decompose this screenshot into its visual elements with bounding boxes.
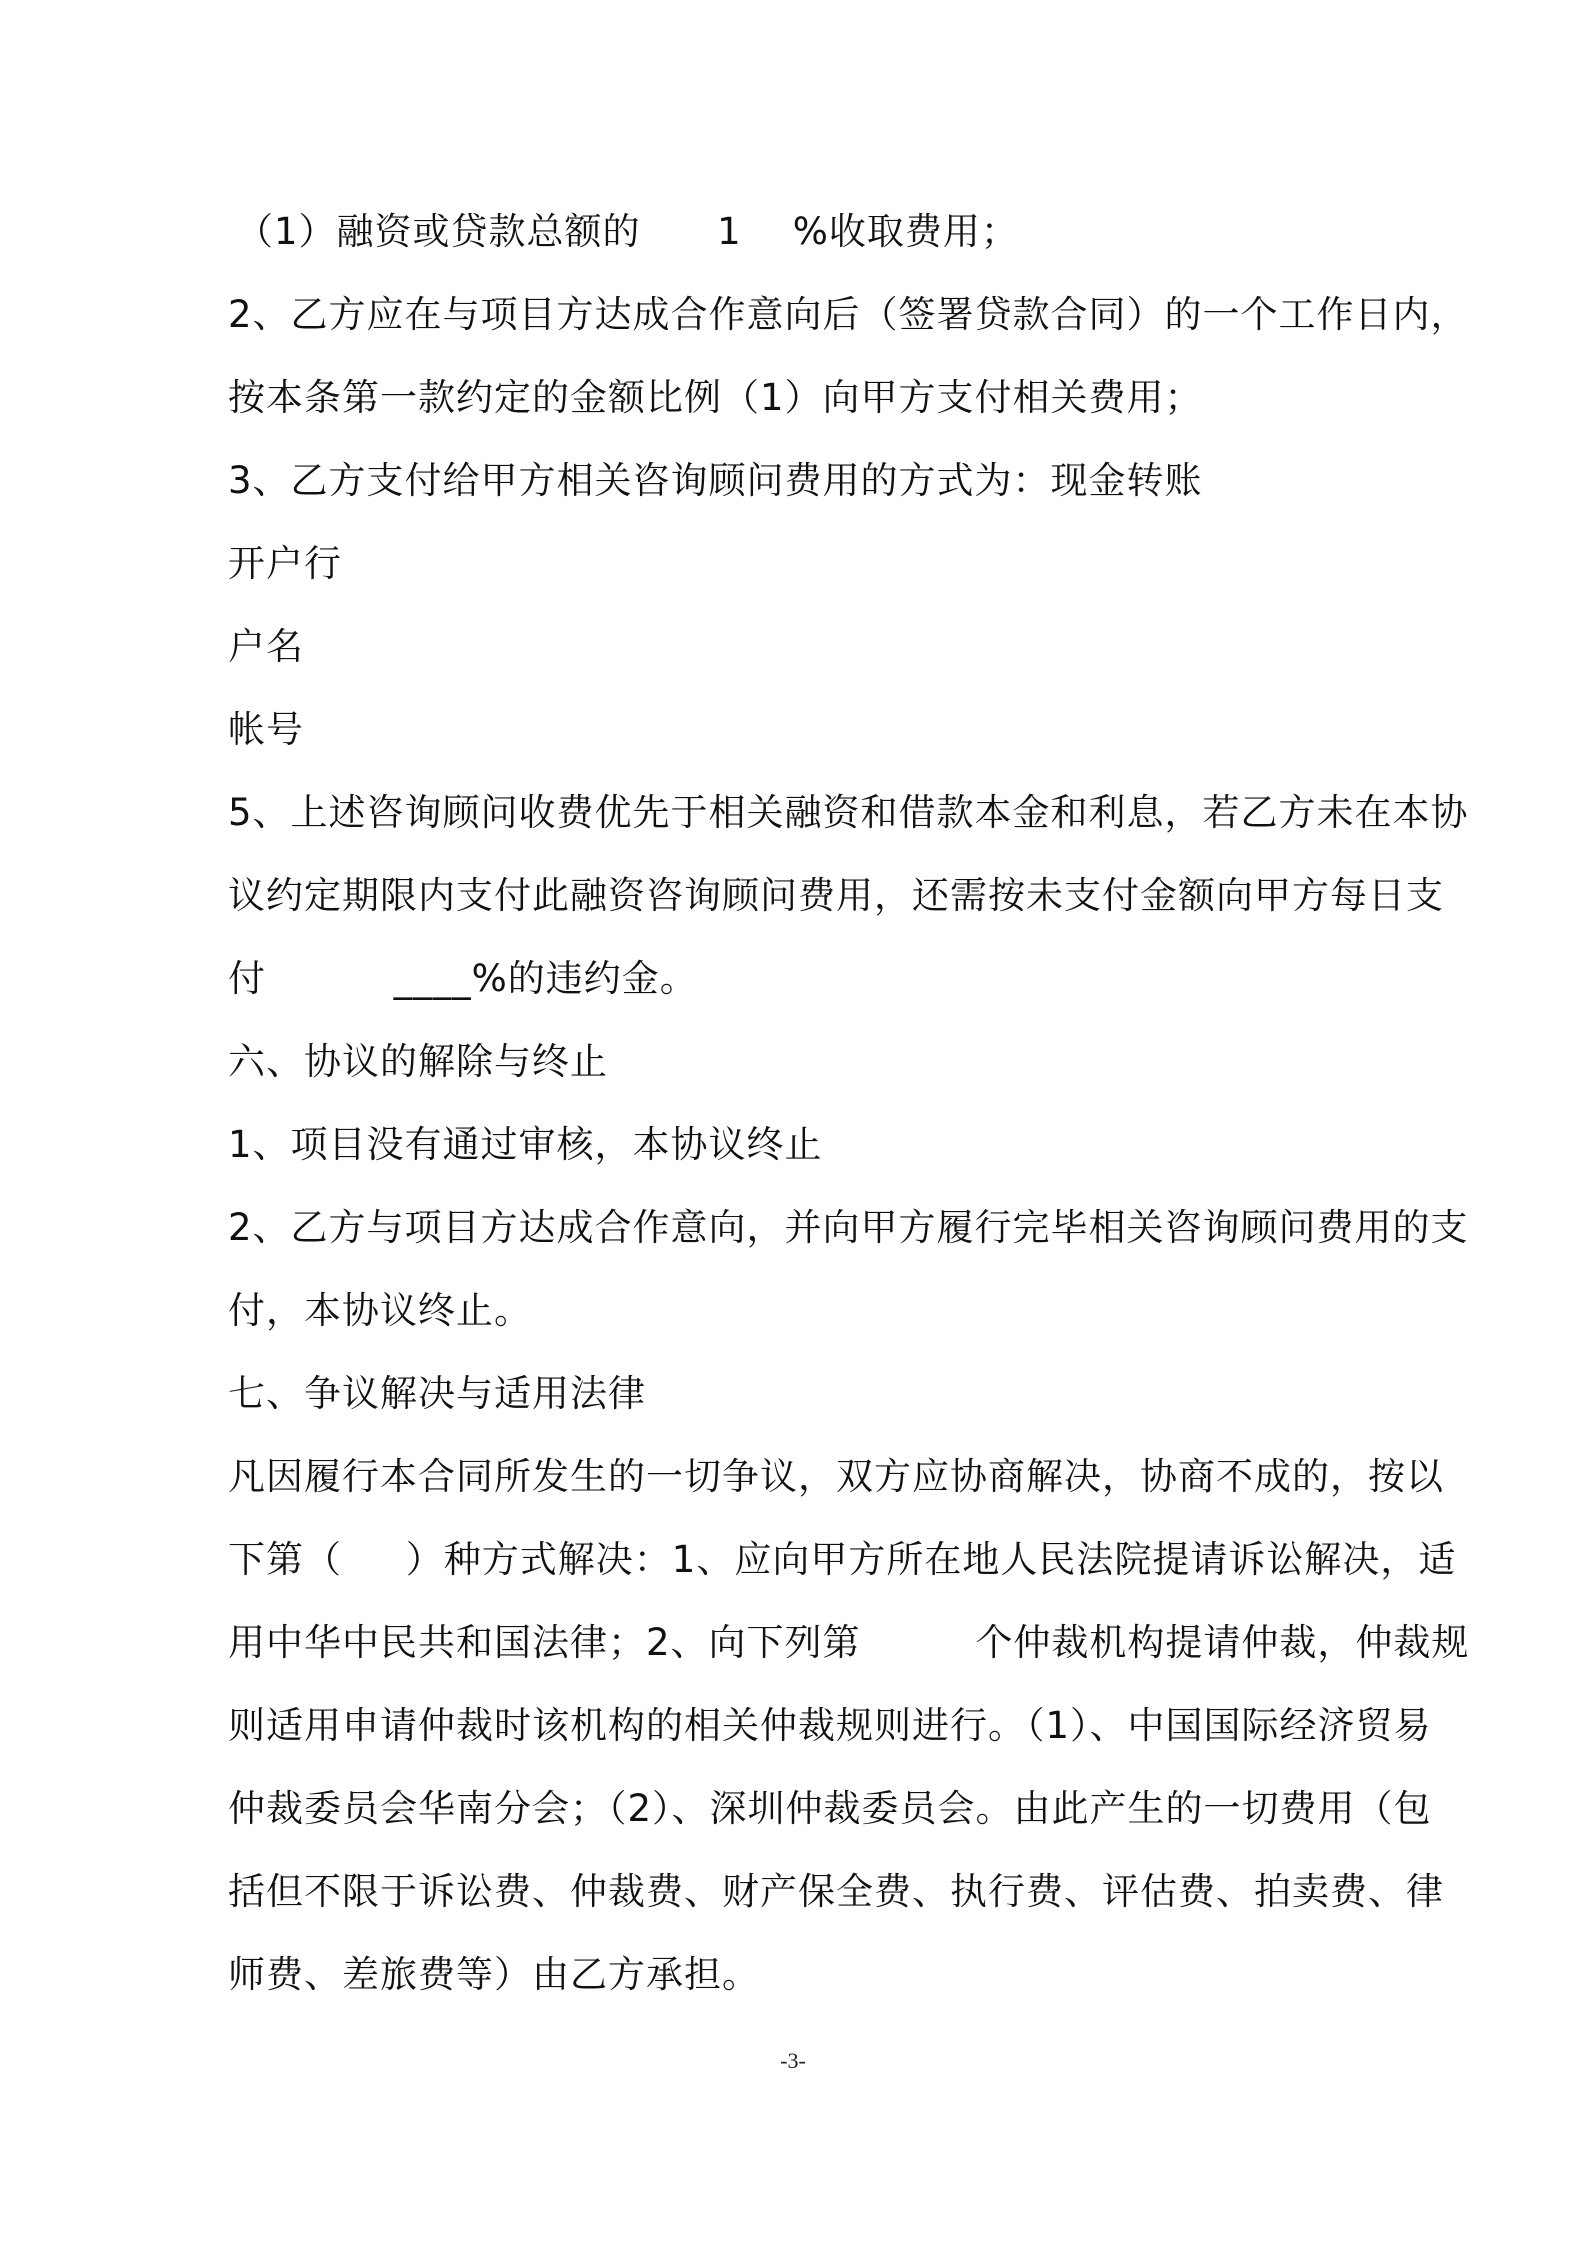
text-line: 付 ____%的违约金。 [228, 957, 698, 1000]
text-line: 5、上述咨询顾问收费优先于相关融资和借款本金和利息，若乙方未在本协 [228, 791, 1469, 834]
page-number: -3- [780, 2048, 806, 2073]
text-line: 凡因履行本合同所发生的一切争议，双方应协商解决，协商不成的，按以 [228, 1455, 1444, 1498]
document-body [228, 190, 1470, 2016]
text-line: 1、项目没有通过审核，本协议终止 [228, 1123, 823, 1166]
text-line: 帐号 [228, 708, 304, 751]
text-line: 付，本协议终止。 [228, 1289, 532, 1332]
section-heading: 六、协议的解除与终止 [228, 1040, 608, 1083]
text-line: 3、乙方支付给甲方相关咨询顾问费用的方式为：现金转账 [228, 459, 1203, 502]
text-line: 用中华中民共和国法律；2、向下列第 个仲裁机构提请仲裁，仲裁规 [228, 1621, 1470, 1664]
section-heading: 七、争议解决与适用法律 [228, 1372, 646, 1415]
text-line: 开户行 [228, 542, 342, 585]
text-line: 括但不限于诉讼费、仲裁费、财产保全费、执行费、评估费、拍卖费、律 [228, 1870, 1444, 1913]
text-line: 2、乙方应在与项目方达成合作意向后（签署贷款合同）的一个工作日内， [228, 293, 1469, 336]
text-line: 下第（ ）种方式解决：1、应向甲方所在地人民法院提请诉讼解决，适 [228, 1538, 1457, 1581]
text-line: 2、乙方与项目方达成合作意向，并向甲方履行完毕相关咨询顾问费用的支 [228, 1206, 1469, 1249]
text-line: 仲裁委员会华南分会；（2）、深圳仲裁委员会。由此产生的一切费用（包 [228, 1787, 1432, 1830]
text-line: 议约定期限内支付此融资咨询顾问费用，还需按未支付金额向甲方每日支 [228, 874, 1444, 917]
text-line: 按本条第一款约定的金额比例（1）向甲方支付相关费用； [228, 376, 1203, 419]
text-line: （1）融资或贷款总额的 1 %收取费用； [236, 210, 1019, 253]
text-line: 师费、差旅费等）由乙方承担。 [228, 1953, 760, 1996]
text-line: 则适用申请仲裁时该机构的相关仲裁规则进行。（1）、中国国际经济贸易 [228, 1704, 1432, 1747]
text-line: 户名 [228, 625, 304, 668]
